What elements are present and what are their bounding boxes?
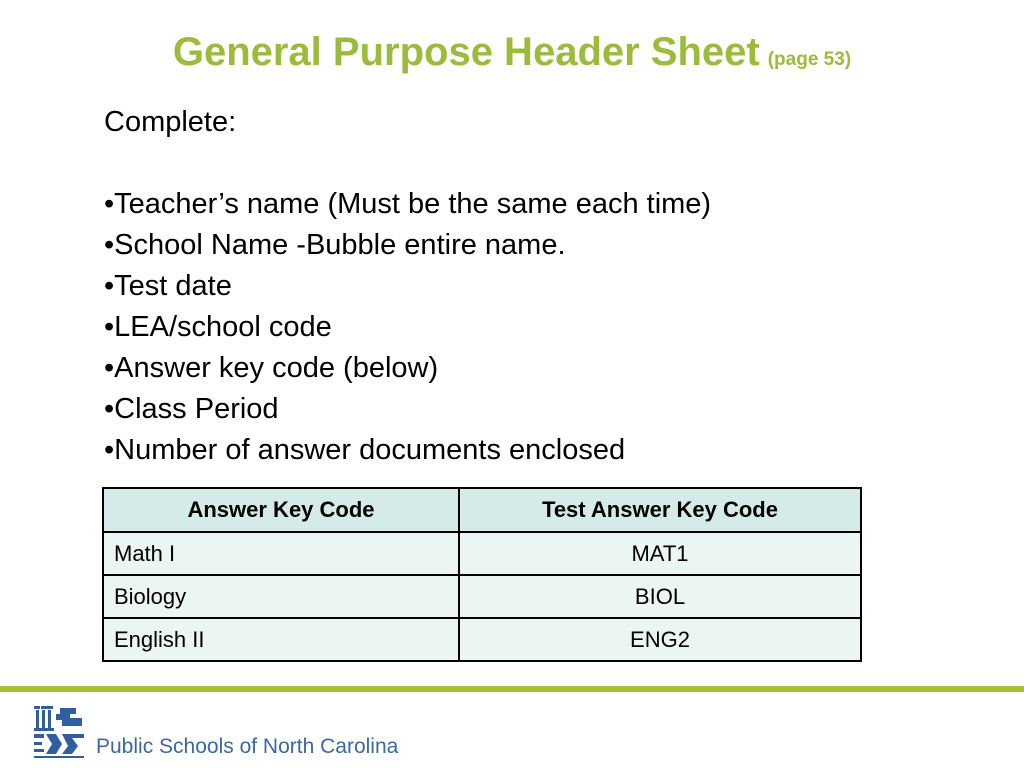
table-row [103,575,861,618]
ncdpi-logo-icon [32,704,88,760]
header-test-answer-key-code: Test Answer Key Code [459,488,861,532]
lead-text: Complete: [104,106,237,138]
table-row [103,618,861,661]
header-answer-key-code: Answer Key Code [103,488,459,532]
footer-org-name: Public Schools of North Carolina [96,735,399,758]
subject-cell: Math I [103,532,459,575]
slide-body [104,102,924,471]
bullet-item: •School Name -Bubble entire name. [104,229,566,261]
subject-cell: English II [103,618,459,661]
footer-divider [0,686,1024,692]
title-main: General Purpose Header Sheet [172,30,760,74]
slide-title [0,30,1024,75]
bullet-item: •LEA/school code [104,311,332,343]
code-cell: BIOL [459,575,861,618]
table-header-row [103,488,861,532]
code-cell: MAT1 [459,532,861,575]
bullet-item: •Number of answer documents enclosed [104,434,626,466]
subject-cell: Biology [103,575,459,618]
bullet-item: •Answer key code (below) [104,352,439,384]
code-cell: ENG2 [459,618,861,661]
table-row [103,532,861,575]
bullet-item: •Teacher’s name (Must be the same each time) [104,188,712,220]
bullet-item: •Test date [104,270,232,302]
answer-key-table [102,487,862,662]
title-page-note: (page 53) [767,49,852,70]
bullet-list [104,184,924,471]
spacer [104,143,924,184]
bullet-item: •Class Period [104,393,279,425]
